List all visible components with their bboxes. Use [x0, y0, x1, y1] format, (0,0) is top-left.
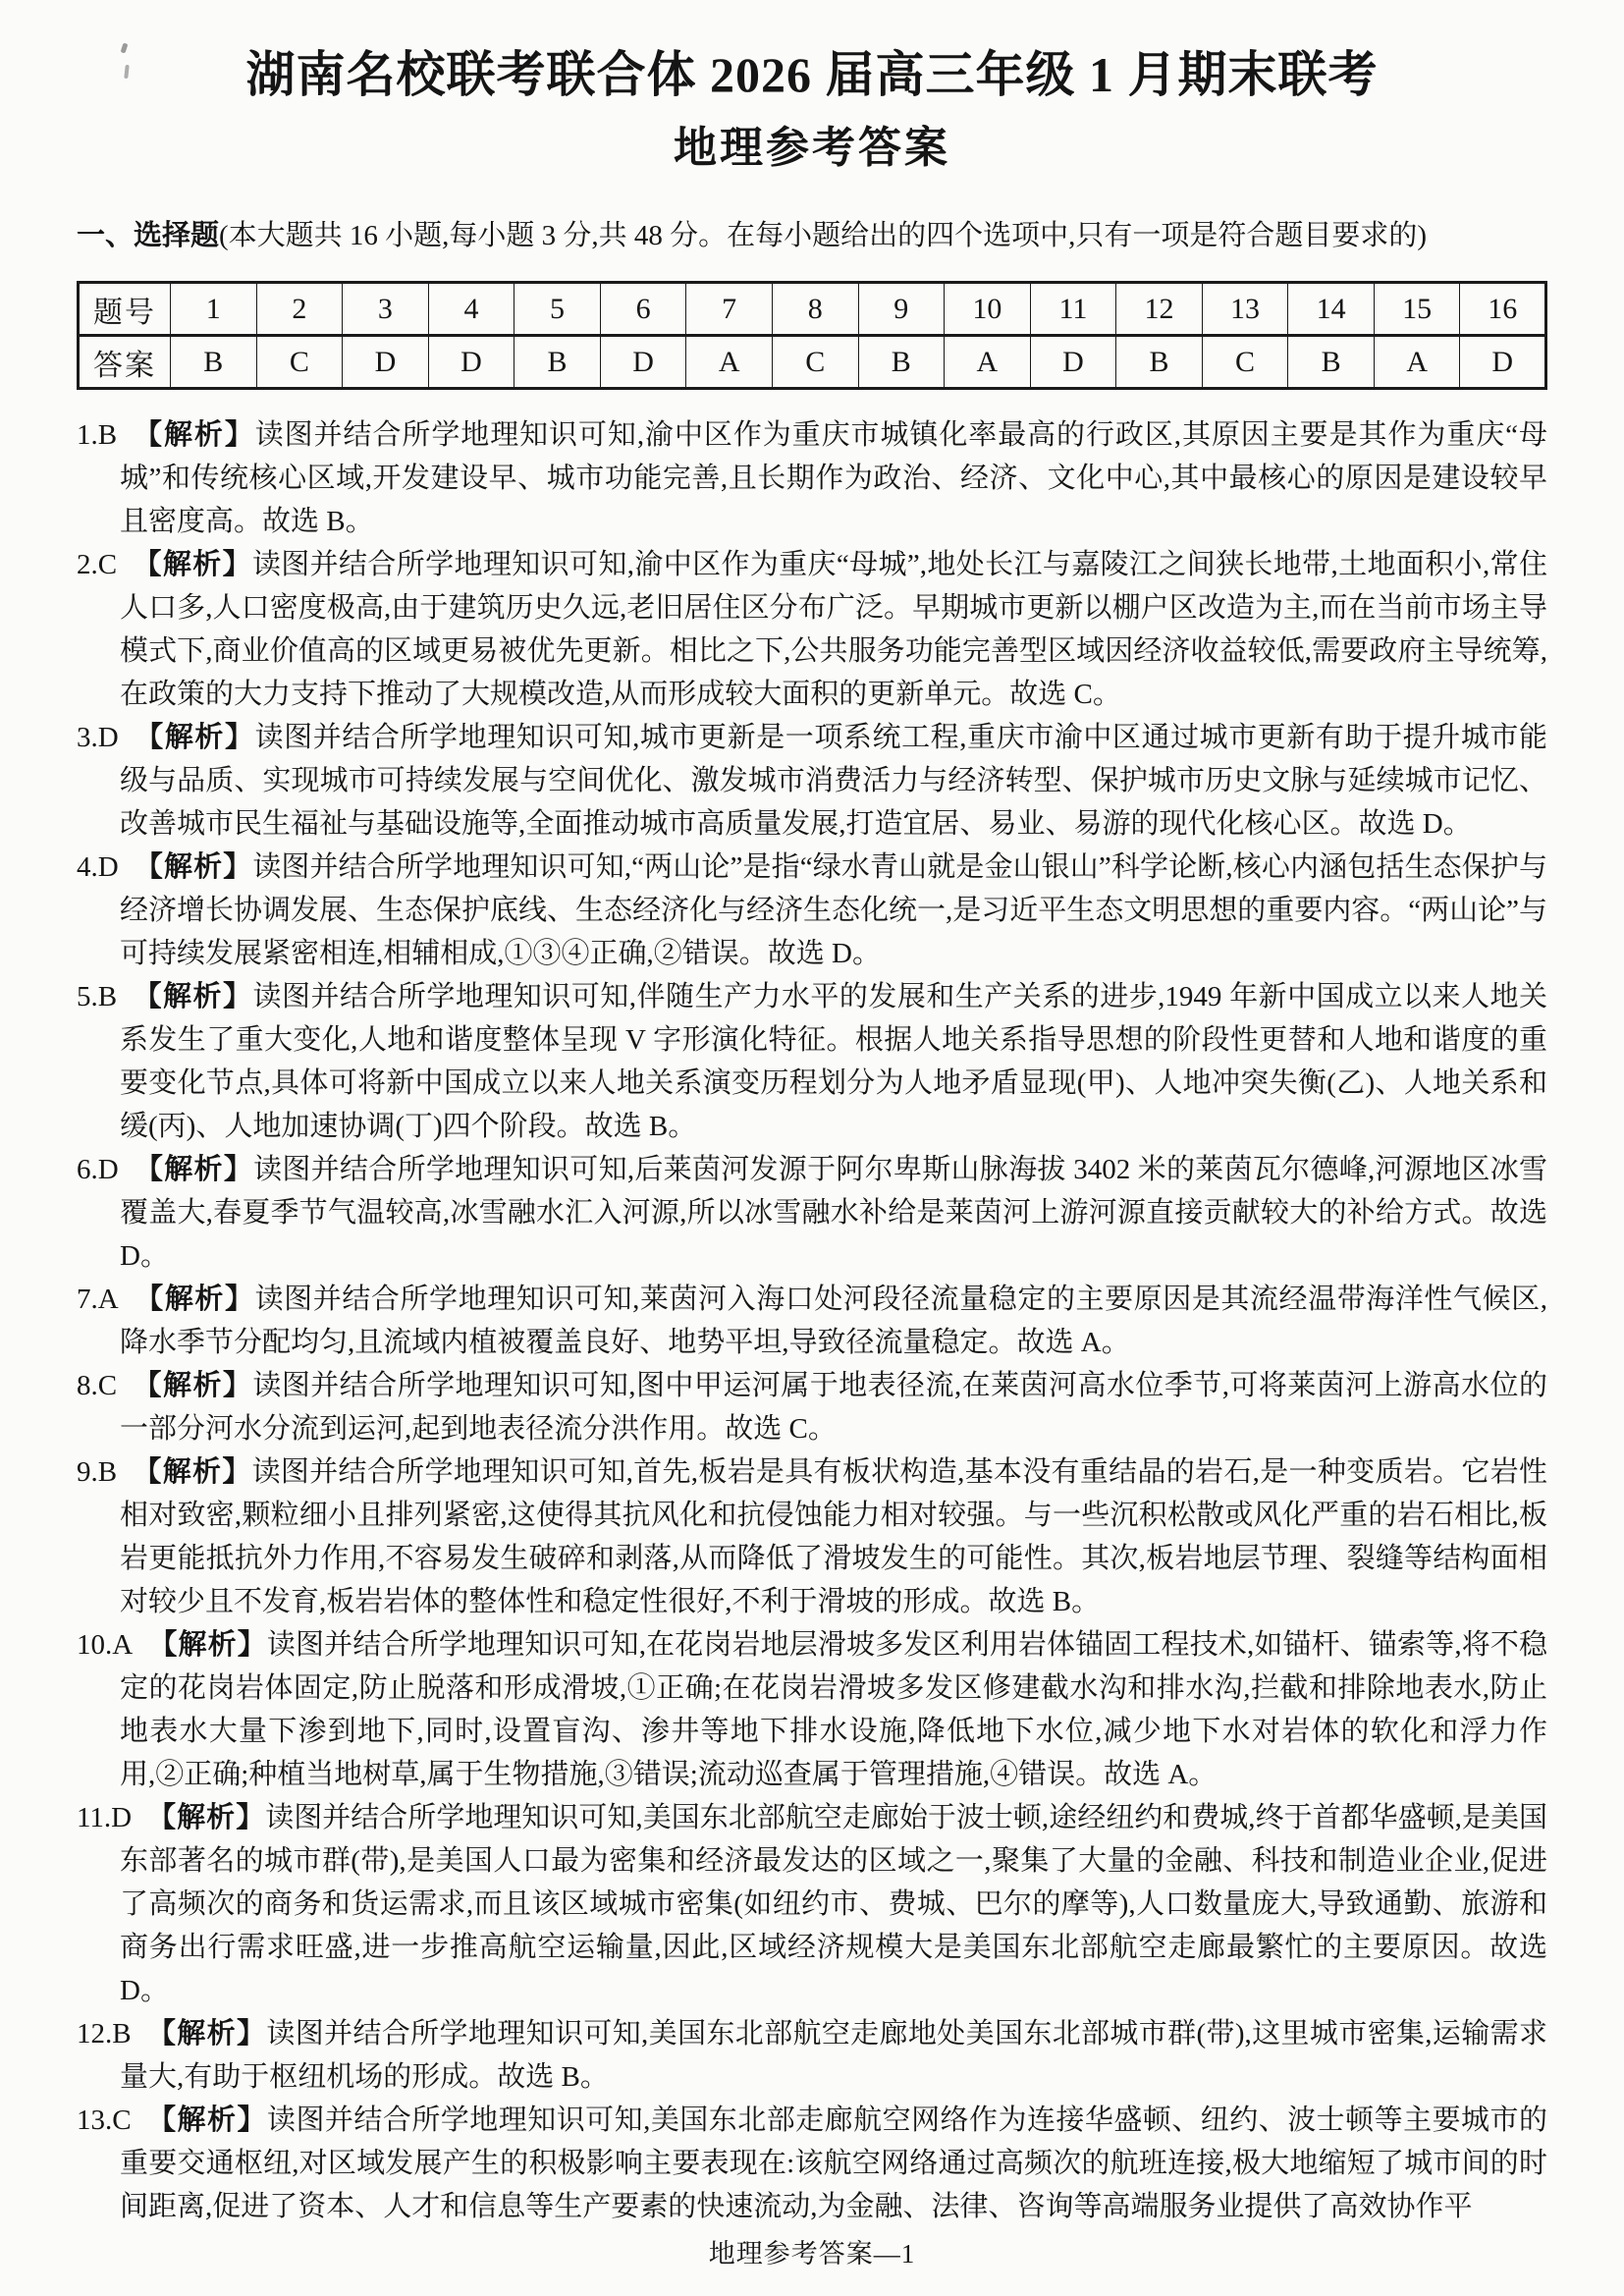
item-label: 9.B — [77, 1456, 118, 1489]
analysis-tag: 【解析】 — [148, 1629, 267, 1662]
explanation-item — [77, 716, 1547, 846]
question-number-row-header: 题号 — [79, 283, 171, 336]
item-label: 2.C — [77, 549, 118, 581]
answer-cell: D — [600, 336, 686, 389]
question-number-cell: 8 — [772, 283, 858, 336]
item-label: 8.C — [77, 1370, 118, 1402]
item-text: 读图并结合所学地理知识可知,美国东北部航空走廊地处美国东北部城市群(带),这里城市密集,运输需求量大,有助于枢纽机场的形成。故选 B。 — [120, 2018, 1547, 2094]
explanation-item — [77, 1796, 1547, 2012]
question-number-cell: 11 — [1030, 283, 1116, 336]
analysis-tag: 【解析】 — [133, 549, 252, 581]
question-number-cell: 4 — [428, 283, 514, 336]
explanation-item — [77, 975, 1547, 1148]
explanation-item — [77, 1364, 1547, 1450]
page-footer: 地理参考答案—1 — [708, 2239, 916, 2269]
question-number-cell: 5 — [514, 283, 601, 336]
question-number-cell: 15 — [1374, 283, 1460, 336]
analysis-tag: 【解析】 — [134, 1284, 255, 1316]
answer-cell: D — [1460, 336, 1546, 389]
question-number-cell: 6 — [600, 283, 686, 336]
analysis-tag: 【解析】 — [134, 851, 253, 884]
item-text: 读图并结合所学地理知识可知,后莱茵河发源于阿尔卑斯山脉海拔 3402 米的莱茵瓦尔德峰,河源地区冰雪覆盖大,春夏季节气温较高,冰雪融水汇入河源,所以冰雪融水补给是莱茵河上游河源直接贡献较大的补给方式。故选 D。 — [120, 1154, 1547, 1273]
answer-cell: D — [343, 336, 429, 389]
answer-cell: C — [772, 336, 858, 389]
item-text: 读图并结合所学地理知识可知,图中甲运河属于地表径流,在莱茵河高水位季节,可将莱茵河上游高水位的一部分河水分流到运河,起到地表径流分洪作用。故选 C。 — [120, 1370, 1547, 1446]
answer-cell: D — [1030, 336, 1116, 389]
question-number-cell: 13 — [1202, 283, 1288, 336]
analysis-tag: 【解析】 — [134, 1154, 254, 1186]
item-text: 读图并结合所学地理知识可知,渝中区作为重庆市城镇化率最高的行政区,其原因主要是其作为重庆“母城”和传统核心区域,开发建设早、城市功能完善,且长期作为政治、经济、文化中心,其中最核心的原因是建设较早且密度高。故选 B。 — [120, 419, 1547, 538]
item-text: 读图并结合所学地理知识可知,渝中区作为重庆“母城”,地处长江与嘉陵江之间狭长地带,土地面积小,常住人口多,人口密度极高,由于建筑历史久远,老旧居住区分布广泛。早期城市更新以棚户区改造为主,而在当前市场主导模式下,商业价值高的区域更易被优先更新。相比之下,公共服务功能完善型区域因经济收益较低,需要政府主导统筹,在政策的大力支持下推动了大规模改造,从而形成较大面积的更新单元。故选 C。 — [120, 549, 1547, 711]
explanation-item — [77, 2012, 1547, 2099]
answer-cell: B — [858, 336, 945, 389]
item-label: 5.B — [77, 981, 118, 1013]
answer-cell: B — [171, 336, 257, 389]
analysis-tag: 【解析】 — [133, 1370, 253, 1402]
explanation-list — [77, 413, 1547, 2228]
page-title: 湖南名校联考联合体 2026 届高三年级 1 月期末联考 — [245, 47, 1379, 102]
explanation-item — [77, 1278, 1547, 1364]
analysis-tag: 【解析】 — [133, 419, 255, 452]
explanation-item — [77, 413, 1547, 543]
analysis-tag: 【解析】 — [134, 722, 255, 754]
analysis-tag: 【解析】 — [147, 1802, 266, 1834]
item-label: 12.B — [77, 2018, 132, 2050]
answer-row-header: 答案 — [79, 336, 171, 389]
item-text: 读图并结合所学地理知识可知,在花岗岩地层滑坡多发区利用岩体锚固工程技术,如锚杆、锚索等,将不稳定的花岗岩体固定,防止脱落和形成滑坡,①正确;在花岗岩滑坡多发区修建截水沟和排水沟,拦截和排除地表水,防止地表水大量下渗到地下,同时,设置盲沟、渗井等地下排水设施,降低地下水位,减少地下水对岩体的软化和浮力作用,②正确;种植当地树草,属于生物措施,③错误;流动巡查属于管理措施,④错误。故选 A。 — [120, 1629, 1547, 1791]
item-text: 读图并结合所学地理知识可知,首先,板岩是具有板状构造,基本没有重结晶的岩石,是一种变质岩。它岩性相对致密,颗粒细小且排列紧密,这使得其抗风化和抗侵蚀能力相对较强。与一些沉积松散或风化严重的岩石相比,板岩更能抵抗外力作用,不容易发生破碎和剥落,从而降低了滑坡发生的可能性。其次,板岩地层节理、裂缝等结构面相对较少且不发育,板岩岩体的整体性和稳定性很好,不利于滑坡的形成。故选 B。 — [120, 1456, 1547, 1618]
explanation-item — [77, 543, 1547, 716]
explanation-item — [77, 1450, 1547, 1623]
answer-cell: A — [1374, 336, 1460, 389]
question-number-cell: 14 — [1288, 283, 1375, 336]
item-label: 6.D — [77, 1154, 119, 1186]
question-number-cell: 1 — [171, 283, 257, 336]
answer-cell: D — [428, 336, 514, 389]
item-label: 10.A — [77, 1629, 134, 1662]
question-number-cell: 12 — [1116, 283, 1203, 336]
section-heading — [77, 216, 1547, 255]
item-label: 7.A — [77, 1284, 119, 1316]
page-subtitle: 地理参考答案 — [674, 123, 950, 172]
explanation-item — [77, 846, 1547, 975]
item-text: 读图并结合所学地理知识可知,美国东北部航空走廊始于波士顿,途经纽约和费城,终于首都华盛顿,是美国东部著名的城市群(带),是美国人口最为密集和经济最发达的区域之一,聚集了大量的金融、科技和制造业企业,促进了高频次的商务和货运需求,而且该区域城市密集(如纽约市、费城、巴尔的摩等),人口数量庞大,导致通勤、旅游和商务出行需求旺盛,进一步推高航空运输量,因此,区域经济规模大是美国东北部航空走廊最繁忙的主要原因。故选 D。 — [120, 1802, 1547, 2007]
item-label: 11.D — [77, 1802, 133, 1834]
item-text: 读图并结合所学地理知识可知,美国东北部走廊航空网络作为连接华盛顿、纽约、波士顿等主要城市的重要交通枢纽,对区域发展产生的积极影响主要表现在:该航空网络通过高频次的航班连接,极大地缩短了城市间的时间距离,促进了资本、人才和信息等生产要素的快速流动,为金融、法律、咨询等高端服务业提供了高效协作平 — [120, 2105, 1547, 2223]
item-label: 13.C — [77, 2105, 132, 2137]
item-text: 读图并结合所学地理知识可知,城市更新是一项系统工程,重庆市渝中区通过城市更新有助于提升城市能级与品质、实现城市可持续发展与空间优化、激发城市消费活力与经济转型、保护城市历史文脉与延续城市记忆、改善城市民生福祉与基础设施等,全面推动城市高质量发展,打造宜居、易业、易游的现代化核心区。故选 D。 — [120, 722, 1547, 841]
explanation-item — [77, 2099, 1547, 2228]
answer-row — [79, 336, 1546, 389]
item-label: 4.D — [77, 851, 119, 884]
analysis-tag: 【解析】 — [146, 2018, 267, 2050]
explanation-item — [77, 1148, 1547, 1278]
question-number-cell: 2 — [256, 283, 343, 336]
question-number-cell: 3 — [343, 283, 429, 336]
answer-cell: C — [1202, 336, 1288, 389]
item-text: 读图并结合所学地理知识可知,“两山论”是指“绿水青山就是金山银山”科学论断,核心内涵包括生态保护与经济增长协调发展、生态保护底线、生态经济化与经济生态化统一,是习近平生态文明思想的重要内容。“两山论”与可持续发展紧密相连,相辅相成,①③④正确,②错误。故选 D。 — [120, 851, 1547, 970]
analysis-tag: 【解析】 — [146, 2105, 267, 2137]
answer-cell: B — [1288, 336, 1375, 389]
answer-cell: A — [686, 336, 773, 389]
item-text: 读图并结合所学地理知识可知,莱茵河入海口处河段径流量稳定的主要原因是其流经温带海洋性气候区,降水季节分配均匀,且流域内植被覆盖良好、地势平坦,导致径流量稳定。故选 A。 — [120, 1284, 1547, 1359]
question-number-row — [79, 283, 1546, 336]
answer-table — [77, 281, 1547, 390]
section-description: (本大题共 16 小题,每小题 3 分,共 48 分。在每小题给出的四个选项中,只有一项是符合题目要求的) — [219, 220, 1428, 252]
section-label: 一、选择题 — [77, 220, 220, 252]
answer-cell: B — [514, 336, 601, 389]
item-text: 读图并结合所学地理知识可知,伴随生产力水平的发展和生产关系的进步,1949 年新中国成立以来人地关系发生了重大变化,人地和谐度整体呈现 V 字形演化特征。根据人地关系指导思想的阶段性更替和人地和谐度的重要变化节点,具体可将新中国成立以来人地关系演变历程划分为人地矛盾显现(甲)、人地冲突失衡(乙)、人地关系和缓(丙)、人地加速协调(丁)四个阶段。故选 B。 — [120, 981, 1547, 1143]
item-label: 3.D — [77, 722, 119, 754]
answer-cell: B — [1116, 336, 1203, 389]
question-number-cell: 16 — [1460, 283, 1546, 336]
explanation-item — [77, 1623, 1547, 1796]
question-number-cell: 7 — [686, 283, 773, 336]
question-number-cell: 10 — [945, 283, 1031, 336]
answer-cell: A — [945, 336, 1031, 389]
answer-cell: C — [256, 336, 343, 389]
analysis-tag: 【解析】 — [133, 981, 253, 1013]
analysis-tag: 【解析】 — [133, 1456, 252, 1489]
question-number-cell: 9 — [858, 283, 945, 336]
item-label: 1.B — [77, 419, 118, 452]
